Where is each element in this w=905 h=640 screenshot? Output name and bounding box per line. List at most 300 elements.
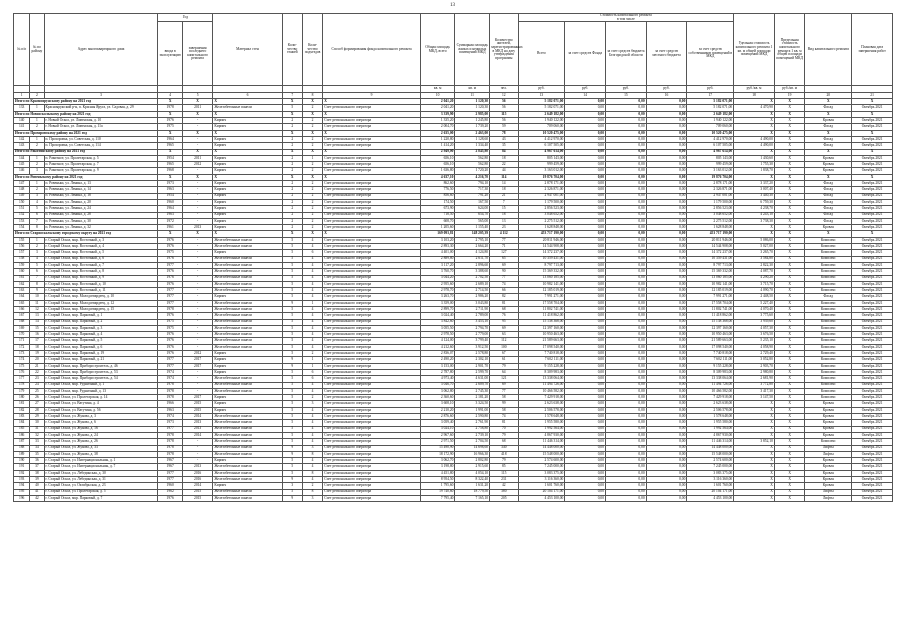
table-cell: 0,00 [565, 395, 606, 401]
table-cell: 1 578 648,00 [687, 414, 734, 420]
table-cell: X [302, 111, 322, 117]
table-cell: 158 [14, 256, 30, 262]
table-cell: 2 978,70 [420, 288, 455, 294]
table-cell: Фасад [805, 294, 852, 300]
table-cell: X [158, 130, 182, 136]
table-cell: 1 628 848,00 [687, 225, 734, 231]
table-cell: 2 795,10 [455, 237, 490, 243]
table-cell: 2 802,80 [455, 458, 490, 464]
table-cell: 1 601 760,00 [518, 483, 565, 489]
table-cell: 2 729,40 [734, 351, 775, 357]
table-cell: 23 [490, 225, 518, 231]
column-number-cell: 1 [14, 93, 30, 99]
table-cell: 69 [490, 382, 518, 388]
table-cell: 2 779,00 [455, 332, 490, 338]
table-cell: 3 048 652,00 [518, 212, 565, 218]
table-cell: Октябрь 2021 [852, 281, 893, 287]
table-cell: 6 [302, 250, 322, 256]
column-number-cell: 12 [490, 93, 518, 99]
table-cell: 1 601 760,00 [687, 483, 734, 489]
table-cell: X [734, 445, 775, 451]
table-cell: 7 740 818,00 [687, 351, 734, 357]
table-cell: 8 954,50 [420, 477, 455, 483]
table-cell: 161 [14, 275, 30, 281]
table-cell: 82 [490, 294, 518, 300]
table-cell: Счет регионального оператора [323, 464, 421, 470]
table-cell: 0,00 [565, 439, 606, 445]
table-cell: 4 [302, 306, 322, 312]
table-cell: Октябрь 2021 [852, 489, 893, 495]
table-cell: Октябрь 2021 [852, 136, 893, 142]
table-cell: Кровля [805, 464, 852, 470]
table-cell: Кирпич [213, 351, 282, 357]
table-cell: 1975 [158, 319, 182, 325]
table-cell: 157 [14, 250, 30, 256]
table-cell: г. Старый Оскол, ул. Жукова, д. 3 [44, 414, 158, 420]
table-cell: 2 [282, 181, 302, 187]
table-cell: X [774, 124, 805, 130]
table-cell: X [774, 458, 805, 464]
table-cell: 121 [490, 376, 518, 382]
table-cell: 2 978,50 [420, 332, 455, 338]
table-cell: 1976 [158, 344, 182, 350]
column-number-cell: 19 [774, 93, 805, 99]
table-cell: 56 [490, 105, 518, 111]
table-cell: Железобетонные панели [213, 319, 282, 325]
table-cell: 3 760,70 [420, 269, 455, 275]
table-cell: 42 [30, 495, 44, 501]
table-cell: 2 611,70 [455, 256, 490, 262]
table-cell: г. Старый Оскол, мкр. Парковый, д. 6 [44, 344, 158, 350]
table-cell: 2 [302, 351, 322, 357]
table-cell: 0,00 [646, 162, 687, 168]
table-cell: 8 797 713,00 [687, 262, 734, 268]
table-cell: 0,00 [606, 281, 647, 287]
table-cell: 14 448 000,00 [687, 445, 734, 451]
table-cell: 190 [14, 458, 30, 464]
table-cell: X [158, 99, 182, 105]
table-cell: Счет регионального оператора [323, 414, 421, 420]
unit-cell [213, 86, 282, 93]
table-cell: 18 [490, 187, 518, 193]
table-cell: Фасад [805, 206, 852, 212]
table-cell: 0,00 [646, 193, 687, 199]
table-cell: 6 107 505,00 [687, 143, 734, 149]
table-cell: 3 608,10 [420, 401, 455, 407]
table-cell: 6 759,30 [734, 199, 775, 205]
table-cell: 20 104 171,00 [687, 489, 734, 495]
table-cell: 0,00 [606, 199, 647, 205]
table-cell: 5 [282, 382, 302, 388]
table-cell: 11 446 314,00 [687, 439, 734, 445]
table-cell: 0,00 [646, 168, 687, 174]
table-cell: Комплекс [805, 256, 852, 262]
table-cell: 2 463,00 [455, 130, 490, 136]
table-cell: X [774, 143, 805, 149]
table-cell: X [213, 130, 282, 136]
table-cell: 15 138 368,00 [687, 319, 734, 325]
table-cell: X [774, 338, 805, 344]
unit-cell [30, 86, 44, 93]
column-number-cell: 13 [518, 93, 565, 99]
table-cell: 5 [282, 489, 302, 495]
table-cell: 1978 [158, 306, 182, 312]
table-cell: 0,00 [606, 168, 647, 174]
table-cell: 0,00 [646, 281, 687, 287]
table-cell: Счет регионального оператора [323, 439, 421, 445]
table-cell: 1978 [158, 388, 182, 394]
table-cell: 4 867 930,00 [518, 432, 565, 438]
table-cell: 1976 [158, 269, 182, 275]
table-cell: 2 [282, 218, 302, 224]
table-cell: X [774, 376, 805, 382]
table-cell: X [282, 111, 302, 117]
table-cell: X [774, 445, 805, 451]
table-cell: X [774, 483, 805, 489]
table-cell: 1977 [158, 477, 182, 483]
table-cell: 0,00 [565, 414, 606, 420]
table-cell: 2 578,80 [455, 351, 490, 357]
table-cell: 5 227,40 [734, 300, 775, 306]
table-cell: 1977 [158, 300, 182, 306]
table-cell: 90 [490, 269, 518, 275]
table-cell: X [734, 470, 775, 476]
table-cell: Октябрь 2021 [852, 105, 893, 111]
table-cell: г. Старый Оскол, мкр. Восточный, д. 10 [44, 281, 158, 287]
table-cell: 4 [302, 262, 322, 268]
column-number-cell: 11 [455, 93, 490, 99]
table-cell: 1 940 122,00 [518, 118, 565, 124]
table-cell: Октябрь 2021 [852, 395, 893, 401]
table-cell: 77 [490, 237, 518, 243]
table-cell: Комплекс [805, 244, 852, 250]
table-cell: Счет регионального оператора [323, 319, 421, 325]
table-cell: Железобетонные панели [213, 439, 282, 445]
table-cell: 0,00 [606, 149, 647, 155]
table-cell: X [774, 206, 805, 212]
table-cell: 0,00 [606, 495, 647, 501]
table-cell: Октябрь 2021 [852, 401, 893, 407]
header-no: № п/п [14, 14, 30, 86]
table-cell: - [182, 143, 213, 149]
table-cell: - [182, 237, 213, 243]
table-cell: 0,00 [646, 143, 687, 149]
table-cell: 1965 [158, 162, 182, 168]
table-cell: Октябрь 2021 [852, 495, 893, 501]
table-cell: 0,00 [565, 269, 606, 275]
table-cell: 0,00 [565, 168, 606, 174]
table-cell: Октябрь 2021 [852, 187, 893, 193]
table-cell: 0,00 [606, 118, 647, 124]
table-cell: Фасад [805, 218, 852, 224]
table-cell: 1976 [158, 256, 182, 262]
table-cell: 13 338 064,00 [687, 376, 734, 382]
table-cell: 6 [302, 376, 322, 382]
table-cell: Комплекс [805, 269, 852, 275]
table-cell: 15 [30, 325, 44, 331]
table-cell: 7 165,10 [455, 495, 490, 501]
table-cell: 4 216,70 [455, 174, 490, 180]
table-cell: 0,00 [646, 376, 687, 382]
header-floors: Коли-чество этажей [282, 14, 302, 86]
table-cell: 1 940 122,00 [687, 118, 734, 124]
table-cell: 9 155 228,00 [518, 363, 565, 369]
table-cell: п. Ровеньки, ул. Ленина, д. 32 [44, 225, 158, 231]
table-cell: 1977 [158, 262, 182, 268]
table-cell: 0,00 [565, 237, 606, 243]
table-cell: X [774, 193, 805, 199]
table-cell: 0,00 [606, 143, 647, 149]
table-cell: X [182, 149, 213, 155]
table-cell: 3 842,60 [420, 319, 455, 325]
table-cell: Кирпич [213, 225, 282, 231]
table-cell: 159 [14, 262, 30, 268]
table-cell: 11 802 741,00 [687, 306, 734, 312]
table-cell: 2 711,90 [455, 306, 490, 312]
table-cell: 4 [302, 407, 322, 413]
table-cell: - [182, 218, 213, 224]
table-cell: 66 [490, 288, 518, 294]
table-cell: Железобетонные панели [213, 288, 282, 294]
table-cell: 7 245 000,00 [518, 464, 565, 470]
table-cell: 2 [302, 483, 322, 489]
table-cell: 2011 [182, 155, 213, 161]
table-cell: г. Старый Оскол, мкр. Парковый, д. 1 [44, 313, 158, 319]
table-cell: X [774, 269, 805, 275]
table-cell: 4 070,40 [734, 306, 775, 312]
table-cell: 0,00 [565, 369, 606, 375]
table-cell: 29 [30, 414, 44, 420]
table-cell: 7 245 000,00 [687, 464, 734, 470]
table-cell: 0,00 [606, 218, 647, 224]
table-cell: 0,00 [646, 357, 687, 363]
table-cell: 162 [14, 281, 30, 287]
table-cell: 0,00 [565, 155, 606, 161]
table-cell: 5 [282, 420, 302, 426]
table-cell: Комплекс [805, 351, 852, 357]
table-cell: X [774, 439, 805, 445]
table-cell: 1 955 580,00 [687, 420, 734, 426]
table-cell: Октябрь 2021 [852, 351, 893, 357]
table-cell: 3 [282, 483, 302, 489]
table-cell: 1977 [158, 288, 182, 294]
table-cell: 5 [282, 414, 302, 420]
table-cell: X [774, 136, 805, 142]
table-cell: 175 [14, 363, 30, 369]
table-cell: 15 490,90 [420, 445, 455, 451]
table-cell: 2 623 638,00 [518, 401, 565, 407]
table-cell: Счет регионального оператора [323, 483, 421, 489]
table-cell: Комплекс [805, 338, 852, 344]
table-cell: 1961 [158, 225, 182, 231]
table-cell: Счет регионального оператора [323, 382, 421, 388]
table-cell: 0,00 [565, 306, 606, 312]
table-cell: X [774, 262, 805, 268]
table-cell: Комплекс [805, 357, 852, 363]
table-cell: 76 [490, 313, 518, 319]
table-cell: X [774, 395, 805, 401]
table-cell: X [774, 244, 805, 250]
table-cell: X [323, 174, 421, 180]
table-cell: Октябрь 2021 [852, 470, 893, 476]
table-cell: 2017 [182, 395, 213, 401]
section-title-cell: Итого по Старооскольскому городскому округу на 2021 год [14, 231, 158, 237]
table-cell: Счет регионального оператора [323, 199, 421, 205]
table-cell: Счет регионального оператора [323, 451, 421, 457]
table-cell: 0,00 [606, 382, 647, 388]
table-cell: - [182, 168, 213, 174]
table-cell: Счет регионального оператора [323, 369, 421, 375]
table-cell: - [182, 288, 213, 294]
table-cell: 3 024,10 [420, 426, 455, 432]
table-cell: Лифты [805, 445, 852, 451]
table-cell: Октябрь 2021 [852, 294, 893, 300]
table-cell: 68 [490, 306, 518, 312]
table-cell: Фасад [805, 212, 852, 218]
table-cell: 3 337,20 [734, 181, 775, 187]
table-cell: 0,00 [646, 414, 687, 420]
table-cell: 163 [14, 288, 30, 294]
table-cell: 3 388,60 [455, 269, 490, 275]
table-cell: 1973 [158, 420, 182, 426]
table-cell: 0,00 [565, 275, 606, 281]
table-cell: п. Ровеньки, ул. Ленина, д. 30 [44, 218, 158, 224]
table-cell: Комплекс [805, 319, 852, 325]
table-cell: п. Ровеньки, ул. Ленина, д. 20 [44, 199, 158, 205]
table-cell: 7 991 271,00 [518, 294, 565, 300]
table-cell: X [774, 388, 805, 394]
table-cell: 12 [30, 306, 44, 312]
table-cell: 3 062,70 [420, 458, 455, 464]
table-cell: X [734, 124, 775, 130]
table-cell: 191 [14, 464, 30, 470]
table-cell: 2 [302, 162, 322, 168]
table-cell: 3 052,80 [734, 357, 775, 363]
table-cell: 3 055,50 [420, 325, 455, 331]
table-cell: Счет регионального оператора [323, 250, 421, 256]
table-cell: г. Старый Оскол, ул. Жукова, д. 38 [44, 451, 158, 457]
table-cell: Кирпич [213, 218, 282, 224]
table-cell: X [774, 275, 805, 281]
table-cell: 11 802 741,00 [518, 306, 565, 312]
table-cell: г. Старый Оскол, мкр. Восточный, д. 3 [44, 237, 158, 243]
table-cell: 0,00 [606, 395, 647, 401]
table-cell: Октябрь 2021 [852, 369, 893, 375]
table-cell: 5 235,10 [734, 338, 775, 344]
table-cell: X [734, 149, 775, 155]
table-cell: 188 [14, 445, 30, 451]
table-cell: Фасад [805, 193, 852, 199]
unit-cell [323, 86, 421, 93]
table-cell: 0,00 [565, 174, 606, 180]
table-cell: 3 163 012,00 [687, 168, 734, 174]
table-cell: 2 [282, 124, 302, 130]
table-cell: 26 [30, 395, 44, 401]
table-cell: 0,00 [565, 124, 606, 130]
table-cell: 0,00 [646, 470, 687, 476]
table-cell: Счет регионального оператора [323, 118, 421, 124]
table-cell: Октябрь 2021 [852, 313, 893, 319]
table-cell: 0,00 [646, 237, 687, 243]
table-cell: 1976 [158, 313, 182, 319]
table-cell: 4 [302, 294, 322, 300]
table-cell: Счет регионального оператора [323, 206, 421, 212]
table-cell: 0,00 [606, 401, 647, 407]
table-cell: 7 795,40 [420, 495, 455, 501]
table-cell: 0,00 [565, 495, 606, 501]
table-cell: X [323, 130, 421, 136]
table-cell: 144 [14, 155, 30, 161]
table-cell: 179 [14, 388, 30, 394]
table-cell: 1 992 564,00 [518, 426, 565, 432]
table-cell: 656,10 [420, 162, 455, 168]
unit-cell: руб./кв. м [774, 86, 805, 93]
table-cell: 69 [490, 325, 518, 331]
table-cell: 14 544 908,00 [687, 244, 734, 250]
table-cell: Железобетонные панели [213, 281, 282, 287]
table-cell: 8 [30, 225, 44, 231]
table-cell: X [734, 451, 775, 457]
table-cell: X [774, 369, 805, 375]
table-cell: X [734, 432, 775, 438]
table-cell: 167 [14, 313, 30, 319]
table-cell: Октябрь 2021 [852, 357, 893, 363]
table-cell: 453 717 190,00 [518, 231, 565, 237]
table-cell: Кирпич [213, 250, 282, 256]
table-cell: 15 369 332,00 [687, 269, 734, 275]
table-cell: 1976 [158, 351, 182, 357]
table-cell: 2 [30, 143, 44, 149]
table-cell: Октябрь 2021 [852, 250, 893, 256]
table-cell: 0,00 [565, 206, 606, 212]
table-cell: 14 448 000,00 [518, 445, 565, 451]
table-cell: 1 334,40 [455, 143, 490, 149]
table-cell: 10 520 475,00 [687, 130, 734, 136]
table-cell: 59 [490, 124, 518, 130]
table-cell: X [774, 332, 805, 338]
table-cell: X [774, 306, 805, 312]
table-cell: 1 220,80 [420, 136, 455, 142]
table-cell: Октябрь 2021 [852, 288, 893, 294]
table-cell: 4 470,90 [734, 105, 775, 111]
table-cell: 0,00 [646, 344, 687, 350]
table-cell: - [182, 325, 213, 331]
table-cell: 0,00 [606, 313, 647, 319]
table-cell: 5 [282, 319, 302, 325]
table-cell: 2 947 001,00 [687, 193, 734, 199]
table-cell: 7 [30, 275, 44, 281]
header-cost-group [518, 14, 734, 22]
table-cell: Железобетонные панели [213, 464, 282, 470]
table-cell: 0,00 [606, 464, 647, 470]
table-cell: 171 [14, 338, 30, 344]
table-cell: 143 [14, 143, 30, 149]
table-cell: 4 [302, 325, 322, 331]
table-cell: 3 [302, 445, 322, 451]
table-cell: 2014 [182, 432, 213, 438]
table-cell: Счет регионального оператора [323, 351, 421, 357]
table-cell: 1 992 564,00 [687, 426, 734, 432]
table-cell: X [774, 111, 805, 117]
table-cell: 1964 [158, 136, 182, 142]
table-cell: 0,00 [565, 382, 606, 388]
table-cell: 0,00 [606, 306, 647, 312]
table-cell: 79 [490, 458, 518, 464]
table-cell: 192 [14, 470, 30, 476]
table-cell: 2 986,20 [455, 294, 490, 300]
table-cell: 176 [14, 369, 30, 375]
column-number-cell: 5 [182, 93, 213, 99]
